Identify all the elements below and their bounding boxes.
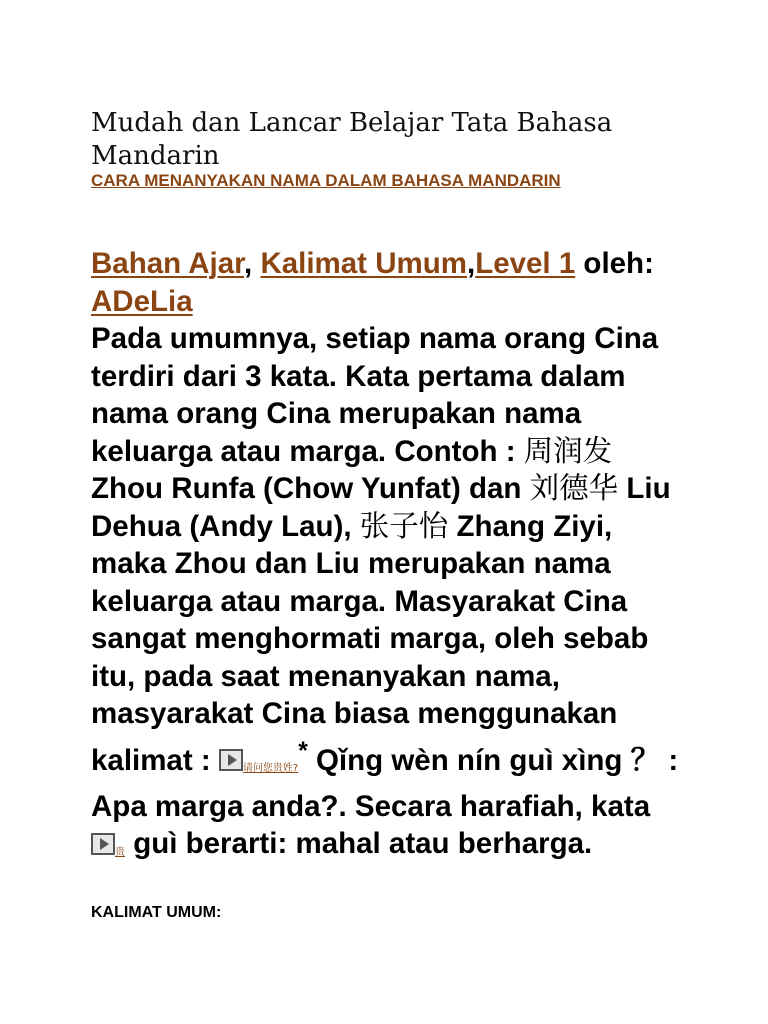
section-heading-kalimat-umum: KALIMAT UMUM: — [91, 904, 222, 921]
category-link-kalimat-umum[interactable]: Kalimat Umum — [260, 247, 467, 280]
chinese-name-liu-dehua: 刘德华 — [529, 471, 619, 505]
asterisk: * — [298, 737, 308, 765]
play-audio-icon[interactable] — [91, 833, 115, 855]
category-separator: , — [466, 247, 476, 280]
audio-label[interactable]: 请问您贵姓? — [242, 763, 299, 775]
audio-button-qing-wen[interactable] — [219, 741, 298, 788]
paragraph-text: Qǐng wèn nín guì xìng ？ : Apa marga anda?. Secara harafiah, kata — [91, 743, 679, 823]
article-body — [91, 245, 691, 872]
audio-button-gui[interactable] — [91, 825, 125, 872]
category-link-level-1[interactable]: Level 1 — [475, 247, 576, 280]
play-audio-icon[interactable] — [219, 749, 243, 771]
paragraph-text: Pada umumnya, setiap nama orang Cina terdiri dari 3 kata. Kata pertama dalam nama orang Cina merupakan nama keluarga atau marga. Contoh : — [91, 322, 659, 468]
chinese-name-zhang-ziyi: 张子怡 — [359, 508, 449, 543]
author-link[interactable]: ADeLia — [91, 284, 193, 318]
author-prefix: oleh: — [575, 247, 654, 280]
audio-label[interactable]: 贵 — [115, 847, 125, 859]
chinese-name-zhou-runfa: 周润发 — [523, 433, 613, 468]
category-separator: , — [244, 247, 261, 280]
paragraph-text: Zhang Ziyi, maka Zhou dan Liu merupakan nama keluarga atau marga. Masyarakat Cina sangat menghormati marga, oleh sebab itu, pada saat menanyakan nama, masyarakat Cina biasa menggunakan kalimat : — [91, 509, 649, 777]
document-title: Mudah dan Lancar Belajar Tata Bahasa Mandarin — [91, 108, 613, 171]
paragraph-text: Zhou Runfa (Chow Yunfat) dan — [91, 472, 530, 505]
paragraph-text: Liu Dehua (Andy Lau), — [91, 472, 671, 543]
paragraph-text: guì berarti: mahal atau berharga. — [125, 827, 593, 861]
subtitle-link[interactable]: CARA MENANYAKAN NAMA DALAM BAHASA MANDARIN — [91, 171, 561, 190]
category-link-bahan-ajar[interactable]: Bahan Ajar — [91, 247, 245, 280]
